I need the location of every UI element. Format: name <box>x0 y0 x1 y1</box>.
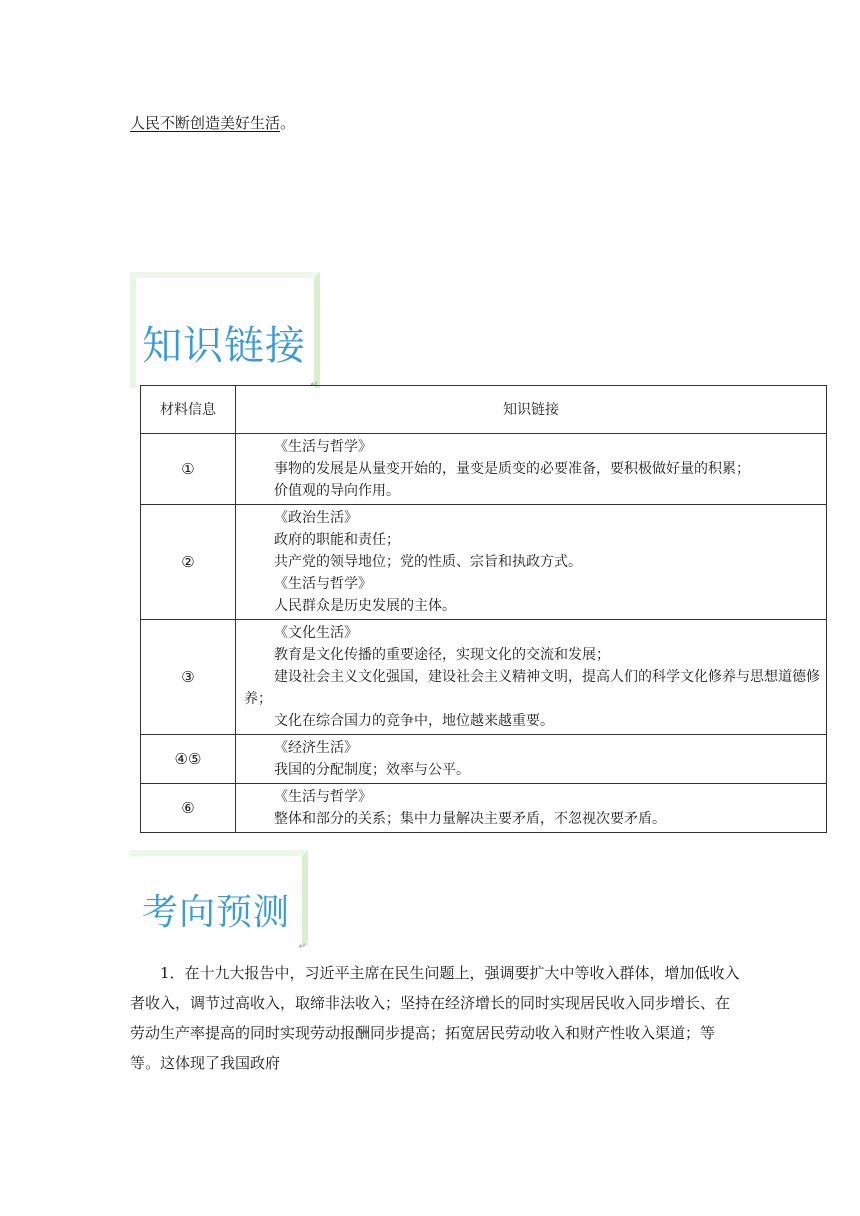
row-content <box>236 784 827 833</box>
content-line: 建设社会主义文化强国，建设社会主义精神文明，提高人们的科学文化修养与思想道德修养； <box>244 669 820 707</box>
content-line: 整体和部分的关系；集中力量解决主要矛盾，不忽视次要矛盾。 <box>274 811 666 827</box>
table-row <box>141 784 827 833</box>
question-1: 1．在十九大报告中，习近平主席在民生问题上，强调要扩大中等收入群体，增加低收入者收入，调节过高收入，取缔非法收入；坚持在经济增长的同时实现居民收入同步增长、在劳动生产率提高的同时实现劳动报酬同步提高；拓宽居民劳动收入和财产性收入渠道；等等。这体现了我国政府 <box>130 964 740 1072</box>
return-mark-icon: ↵ <box>310 380 318 390</box>
content-line: 教育是文化传播的重要途径，实现文化的交流和发展； <box>274 647 610 663</box>
row-content <box>236 620 827 735</box>
content-line: 文化在综合国力的竞争中，地位越来越重要。 <box>274 713 554 729</box>
content-line: 《生活与哲学》 <box>274 576 372 592</box>
content-line: 共产党的领导地位；党的性质、宗旨和执政方式。 <box>274 554 582 570</box>
header-material-info: 材料信息 <box>141 386 236 434</box>
content-line: 《经济生活》 <box>274 740 358 756</box>
row-number: ④⑤ <box>141 735 236 784</box>
header-knowledge-link: 知识链接 <box>236 386 827 434</box>
row-number: ⑥ <box>141 784 236 833</box>
content-line: 政府的职能和责任； <box>274 532 400 548</box>
table-row <box>141 620 827 735</box>
content-line: 《生活与哲学》 <box>274 789 372 805</box>
table-header-row <box>141 386 827 434</box>
row-number: ① <box>141 434 236 505</box>
top-paragraph <box>130 112 295 134</box>
text-tail: 。 <box>280 114 296 132</box>
content-line: 人民群众是历史发展的主体。 <box>274 598 456 614</box>
table-row <box>141 505 827 620</box>
underlined-text: 人民不断创造美好生活 <box>130 114 281 132</box>
table-body <box>141 434 827 833</box>
content-line: 我国的分配制度；效率与公平。 <box>274 762 470 778</box>
table-row <box>141 735 827 784</box>
forecast-title: 考向预测 <box>142 892 291 933</box>
content-line: 价值观的导向作用。 <box>274 483 400 499</box>
row-number: ② <box>141 505 236 620</box>
content-line: 事物的发展是从量变开始的，量变是质变的必要准备，要积极做好量的积累； <box>274 461 750 477</box>
content-line: 《政治生活》 <box>274 510 358 526</box>
forecast-badge <box>130 850 308 952</box>
content-line: 《文化生活》 <box>274 625 358 641</box>
return-mark-icon: ↵ <box>298 942 306 952</box>
row-content <box>236 434 827 505</box>
knowledge-link-badge <box>130 272 320 388</box>
table-row <box>141 434 827 505</box>
row-content <box>236 735 827 784</box>
row-content <box>236 505 827 620</box>
knowledge-link-table <box>140 385 827 833</box>
content-line: 《生活与哲学》 <box>274 439 372 455</box>
knowledge-link-title: 知识链接 <box>142 323 306 369</box>
row-number: ③ <box>141 620 236 735</box>
